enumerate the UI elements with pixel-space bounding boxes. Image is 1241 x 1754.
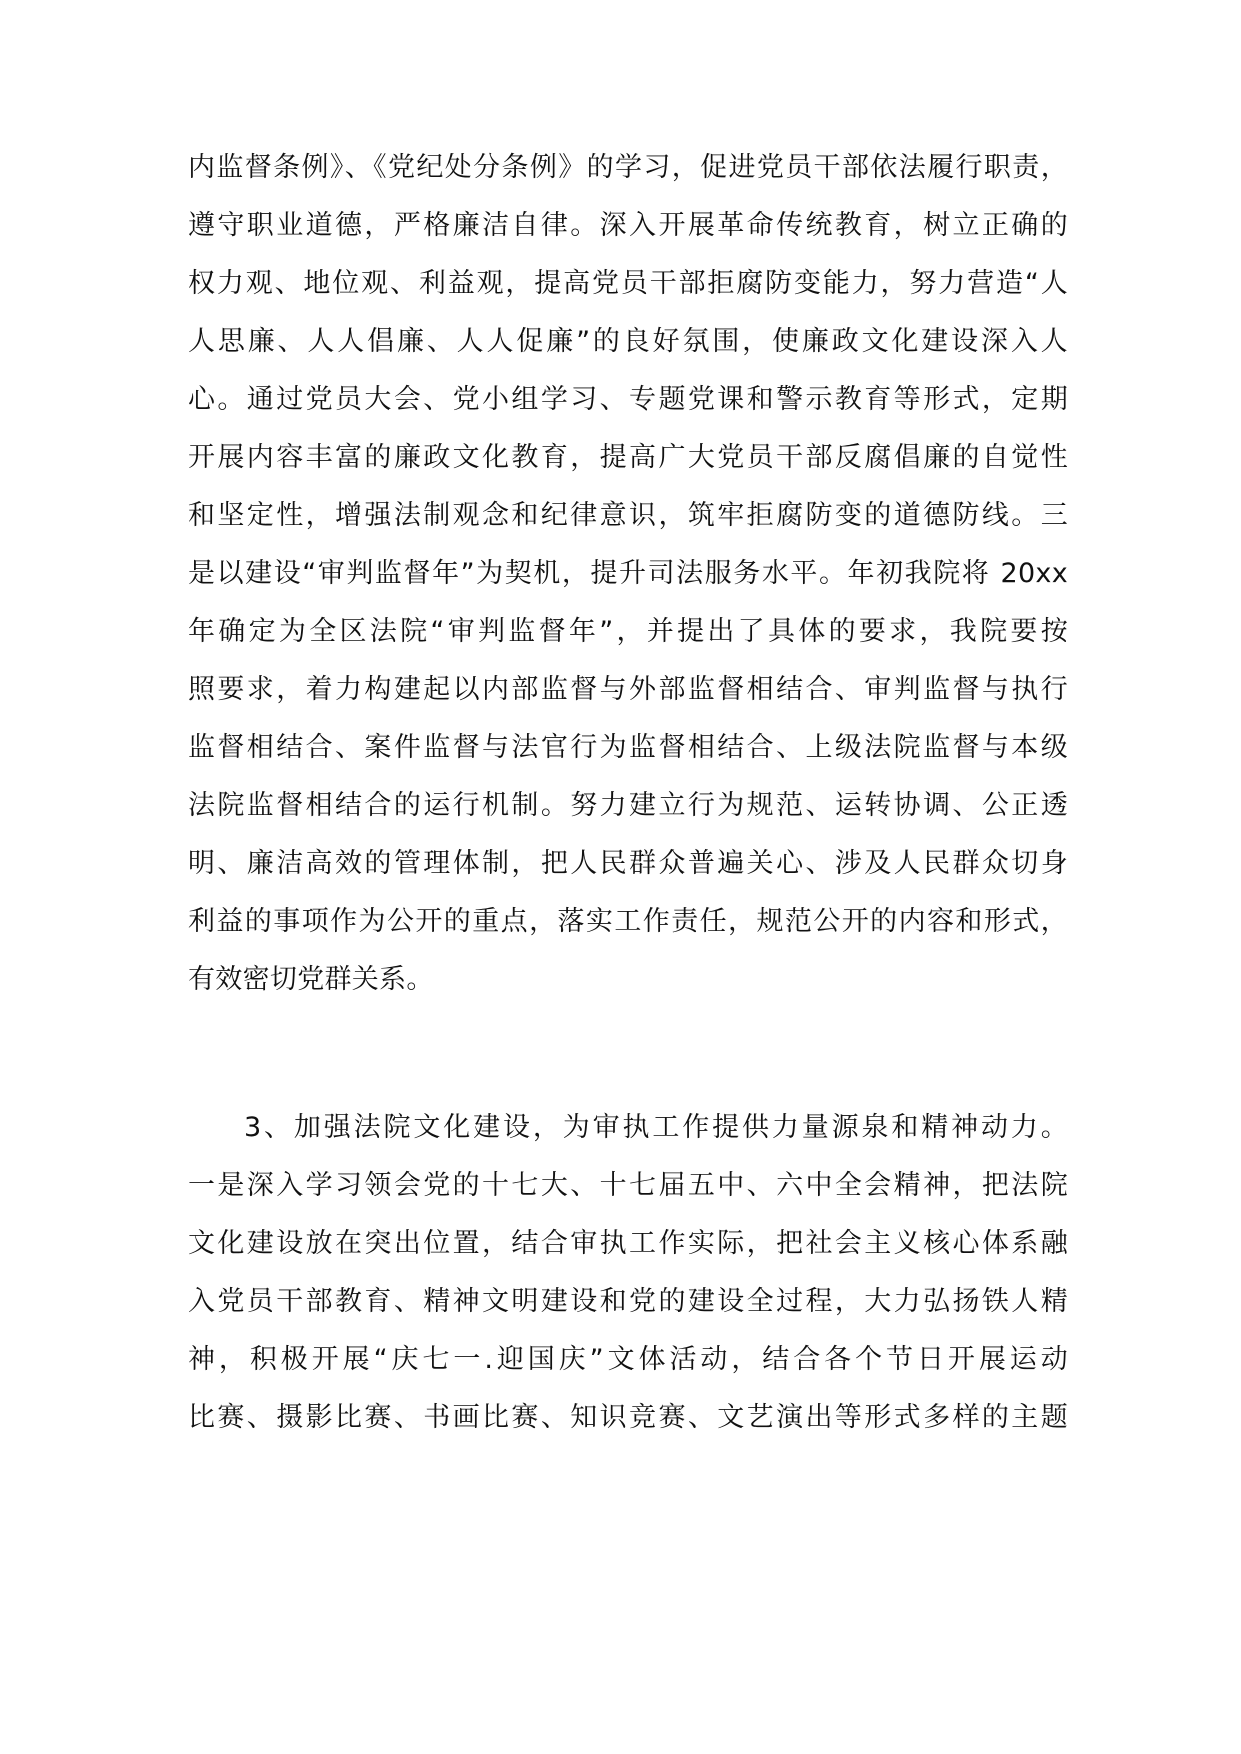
text-line: 文化建设放在突出位置，结合审执工作实际，把社会主义核心体系融: [188, 1228, 1068, 1259]
text-line-paragraph-end: 有效密切党群关系。: [188, 964, 434, 995]
text-line: 监督相结合、案件监督与法官行为监督相结合、上级法院监督与本级: [188, 732, 1068, 763]
text-line: 和坚定性，增强法制观念和纪律意识，筑牢拒腐防变的道德防线。三: [188, 500, 1068, 531]
text-line: 内监督条例》、《党纪处分条例》的学习，促进党员干部依法履行职责，: [188, 152, 1068, 183]
text-line: 法院监督相结合的运行机制。努力建立行为规范、运转协调、公正透: [188, 790, 1068, 821]
section-heading-line: 3、加强法院文化建设，为审执工作提供力量源泉和精神动力。: [244, 1112, 1068, 1143]
text-line: 利益的事项作为公开的重点，落实工作责任，规范公开的内容和形式，: [188, 906, 1068, 937]
text-line: 明、廉洁高效的管理体制，把人民群众普遍关心、涉及人民群众切身: [188, 848, 1068, 879]
text-line: 人思廉、人人倡廉、人人促廉”的良好氛围，使廉政文化建设深入人: [188, 326, 1068, 357]
text-line: 入党员干部教育、精神文明建设和党的建设全过程，大力弘扬铁人精: [188, 1286, 1068, 1317]
text-line: 照要求，着力构建起以内部监督与外部监督相结合、审判监督与执行: [188, 674, 1068, 705]
text-line: 是以建设“审判监督年”为契机，提升司法服务水平。年初我院将 20xx: [188, 558, 1068, 589]
text-line: 比赛、摄影比赛、书画比赛、知识竞赛、文艺演出等形式多样的主题: [188, 1402, 1068, 1433]
text-line: 遵守职业道德，严格廉洁自律。深入开展革命传统教育，树立正确的: [188, 210, 1068, 241]
text-line: 年确定为全区法院“审判监督年”，并提出了具体的要求，我院要按: [188, 616, 1068, 647]
text-line: 开展内容丰富的廉政文化教育，提高广大党员干部反腐倡廉的自觉性: [188, 442, 1068, 473]
text-line: 神，积极开展“庆七一.迎国庆”文体活动，结合各个节日开展运动: [188, 1344, 1068, 1375]
text-line: 心。通过党员大会、党小组学习、专题党课和警示教育等形式，定期: [188, 384, 1068, 415]
text-line: 权力观、地位观、利益观，提高党员干部拒腐防变能力，努力营造“人: [188, 268, 1068, 299]
text-line: 一是深入学习领会党的十七大、十七届五中、六中全会精神，把法院: [188, 1170, 1068, 1201]
